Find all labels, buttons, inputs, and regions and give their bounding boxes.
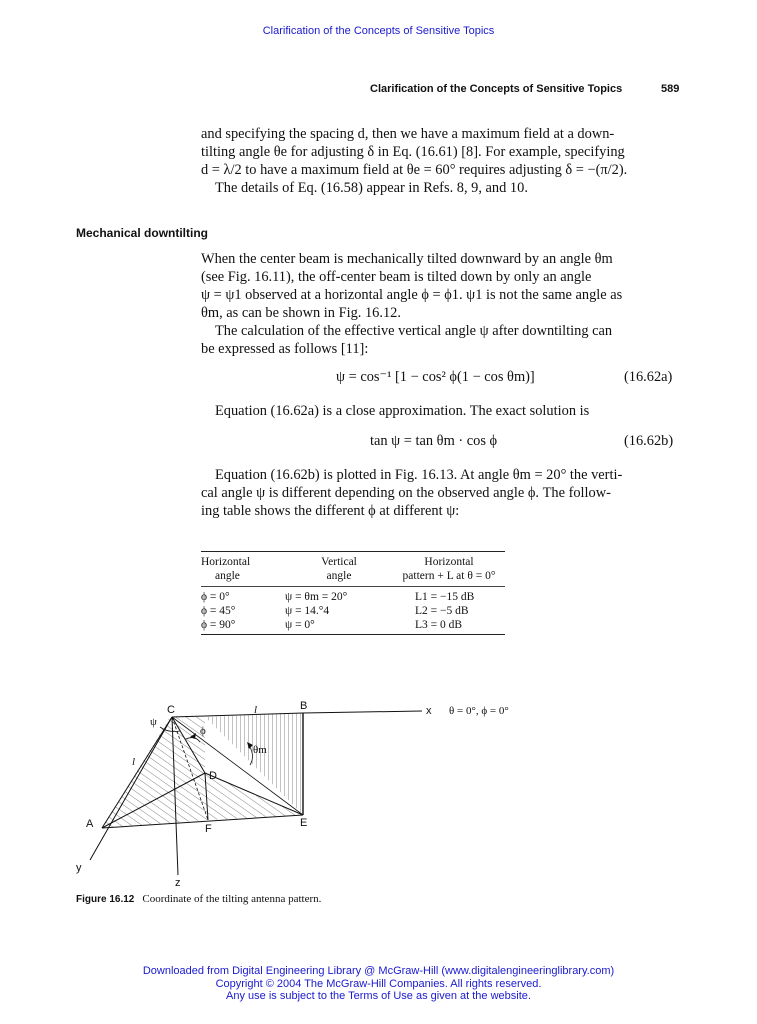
label-z: z [175, 877, 181, 889]
label-origin-note: θ = 0°, ϕ = 0° [449, 705, 509, 717]
text-line: tilting angle θe for adjusting δ in Eq. (16.61) [8]. For example, specifying [201, 144, 625, 160]
text-line: ψ = ψ1 observed at a horizontal angle ϕ = ϕ1. ψ1 is not the same angle as [201, 287, 623, 303]
label-E: E [300, 817, 308, 829]
footer-line[interactable]: Any use is subject to the Terms of Use as given at the website. [226, 990, 531, 1002]
text-line: Equation (16.62b) is plotted in Fig. 16.13. At angle θm = 20° the verti- [215, 467, 623, 483]
footer-line[interactable]: Copyright © 2004 The McGraw-Hill Companies. All rights reserved. [215, 977, 542, 990]
text-line: be expressed as follows [11]: [201, 341, 369, 357]
text-line: θm, as can be shown in Fig. 16.12. [201, 305, 401, 321]
angle-table [201, 551, 505, 635]
text-line: Equation (16.62a) is a close approximation. The exact solution is [215, 403, 590, 419]
table-body [201, 587, 505, 632]
table-cell: ϕ = 45° [201, 605, 236, 617]
label-x: x [426, 705, 432, 717]
figure-caption [76, 893, 321, 905]
section-heading: Mechanical downtilting [76, 226, 209, 240]
table-row [201, 604, 505, 618]
paragraph-approximation [201, 402, 681, 420]
table-row [201, 618, 505, 632]
header-cell: Horizontal pattern + L at θ = 0° [402, 556, 496, 582]
paragraph-plot [201, 466, 681, 520]
label-psi: ψ [150, 716, 157, 728]
label-C: C [167, 704, 175, 716]
table-cell: ψ = 14.°4 [285, 605, 330, 617]
text-line: The calculation of the effective vertical angle ψ after downtilting can [215, 323, 613, 339]
footer-line[interactable]: Downloaded from Digital Engineering Library @ McGraw-Hill (www.digitalengineeringlibrary.com) [142, 965, 615, 977]
header-cell: Horizontal angle [201, 556, 251, 582]
tilting-antenna-diagram [60, 695, 530, 890]
label-phi: ϕ [200, 725, 206, 737]
label-F: F [205, 823, 212, 835]
label-D: D [209, 770, 217, 782]
figure-caption-text: Coordinate of the tilting antenna pattern. [142, 893, 322, 905]
text-line: cal angle ψ is different depending on the observed angle ϕ. The follow- [201, 485, 611, 501]
page-number: 589 [661, 83, 680, 95]
text-line: and specifying the spacing d, then we have a maximum field at a down- [201, 126, 615, 142]
equation-16-62a: ψ = cos⁻¹ [1 − cos² ϕ(1 − cos θm)] [336, 369, 535, 385]
text-line: d = λ/2 to have a maximum field at θe = 60° requires adjusting δ = −(π/2). [201, 162, 628, 178]
table-row [201, 590, 505, 604]
text-line: The details of Eq. (16.58) appear in Refs. 8, 9, and 10. [215, 180, 528, 196]
text-line: ing table shows the different ϕ at different ψ: [201, 503, 460, 519]
table-cell: ψ = θm = 20° [285, 591, 348, 603]
label-l-top: l [254, 704, 258, 716]
header-cell: Vertical angle [321, 556, 357, 582]
equation-16-62b: tan ψ = tan θm · cos ϕ [370, 433, 498, 449]
download-footer[interactable] [0, 965, 757, 1003]
x-axis [303, 711, 422, 713]
text-line: When the center beam is mechanically tilted downward by an angle θm [201, 251, 613, 267]
top-link-title[interactable]: Clarification of the Concepts of Sensitive Topics [262, 25, 495, 37]
table-cell: L2 = −5 dB [415, 605, 469, 617]
text-line: (see Fig. 16.11), the off-center beam is tilted down by only an angle [201, 269, 592, 285]
table-cell: L1 = −15 dB [415, 591, 475, 603]
table-cell: ϕ = 90° [201, 619, 236, 631]
label-B: B [300, 700, 308, 712]
table-cell: ϕ = 0° [201, 591, 230, 603]
label-A: A [86, 818, 94, 830]
label-theta-m: θm [253, 744, 267, 756]
paragraph-mechanical [201, 250, 681, 358]
table-cell: ψ = 0° [285, 619, 315, 631]
table-cell: L3 = 0 dB [415, 619, 463, 631]
table-header-row [201, 552, 505, 583]
running-head: Clarification of the Concepts of Sensitive Topics [370, 83, 623, 95]
label-l-left: l [132, 756, 136, 768]
paragraph-intro [201, 125, 681, 197]
equation-number: (16.62a) [624, 369, 673, 385]
equation-number: (16.62b) [624, 433, 674, 449]
label-y: y [76, 862, 82, 874]
table-rule [201, 634, 505, 635]
figure-caption-label: Figure 16.12 [76, 894, 135, 905]
